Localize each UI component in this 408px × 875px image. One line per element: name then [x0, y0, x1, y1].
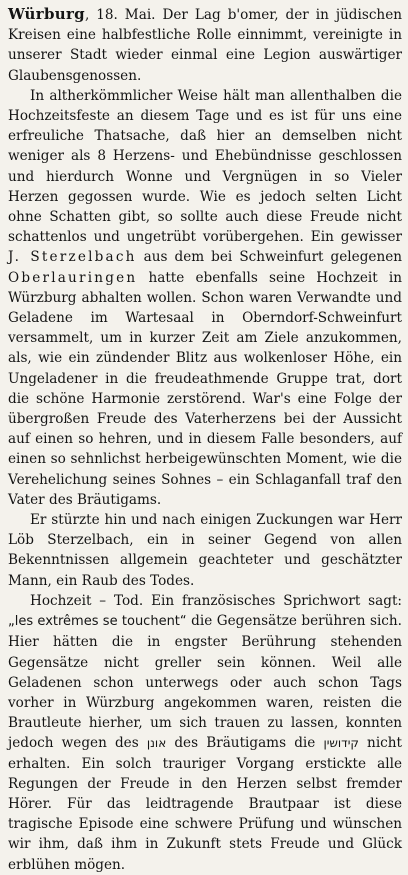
paragraph-text: hatte ebenfalls seine Hochzeit in Würzburg abhalten wollen. Schon waren Verwandte und Geladene im Wartesaal in Oberndorf-Schweinfurt versammelt, um in kurzer Zeit am Ziele anzukommen, als, wie ein zündender Blitz aus wolkenloser Höhe, ein Ungeladener in die freudeathmende Gruppe trat, dort die schöne Harmonie zerstörend. War's eine Folge der übergroßen Freude des Vaterherzens bei der Aussicht auf einen so hehren, und in diesem Falle besonders, auf einen so sehnlichst herbeigewünschten Moment, wie die Verehelichung seines Sohnes – ein Schlaganfall traf den Vater des Bräutigams. [8, 269, 402, 508]
paragraph-text: In altherkömmlicher Weise hält man allenthalben die Hochzeitsfeste an diesem Tage und es ist für uns eine erfreuliche Thatsache, daß hier an demselben nicht weniger als 8 Herzens- und Ehebündnisse geschlossen und hierdurch Wonne und Vergnügen in so Vieler Herzen gegossen wurde. Wie es jedoch selten Licht ohne Schatten gibt, so sollte auch diese Freude nicht schattenlos und ungetrübt vorübergehen. Ein gewisser [8, 87, 402, 246]
paragraph-dateline [8, 4, 402, 86]
paragraph-proverb [8, 591, 402, 875]
place-name: Oberlauringen [8, 269, 138, 286]
hebrew-word-onen: אונן [146, 736, 167, 751]
paragraph-text: die Gegensätze berühren sich. Hier hätten die in engster Berührung stehenden Gegensätze nicht greller sein können. Weil alle Geladenen schon unterwegs oder auch schon Tags vorher in Würzburg angekommen waren, reisten die Brautleute hierher, um sich trauen zu lassen, konnten jedoch wegen des [8, 613, 402, 752]
paragraph-text: Hochzeit – Tod. Ein französisches Sprichwort sagt: [30, 592, 402, 609]
paragraph-text: des Bräutigams die [166, 735, 324, 752]
person-name: J. Sterzelbach [8, 249, 137, 266]
paragraph-text: Der Lag b'omer, der in jüdischen Kreisen eine halbfestliche Rolle einnimmt, vereinigte in unserer Stadt wieder einmal eine Legion auswärtiger Glaubensgenossen. [8, 7, 402, 84]
dateline-city: Würburg [8, 5, 85, 23]
paragraph-death: Er stürzte hin und nach einigen Zuckungen war Herr Löb Sterzelbach, ein in seiner Gegend von allen Bekenntnissen allgemein geachteter und geschätzter Mann, ein Raub des Todes. [8, 512, 402, 589]
hebrew-word-kiddushin: קידושין [323, 736, 359, 751]
dateline-date: , 18. Mai. [84, 7, 156, 23]
paragraph-text: nicht erhalten. Ein solch trauriger Vorgang erstickte alle Regungen der Freude in den Herzen selbst fremder Hörer. Für das leidtragende Brautpaar ist diese tragische Episode eine schwere Prüfung und wünschen wir ihm, daß ihm in Zukunft stets Freude und Glück erblühen mögen. [8, 735, 402, 873]
paragraph-text: aus dem bei Schweinfurt gelegenen [136, 249, 402, 266]
paragraph-wedding-report [8, 86, 402, 510]
french-quote: „les extrêmes se touchent“ [8, 614, 187, 630]
